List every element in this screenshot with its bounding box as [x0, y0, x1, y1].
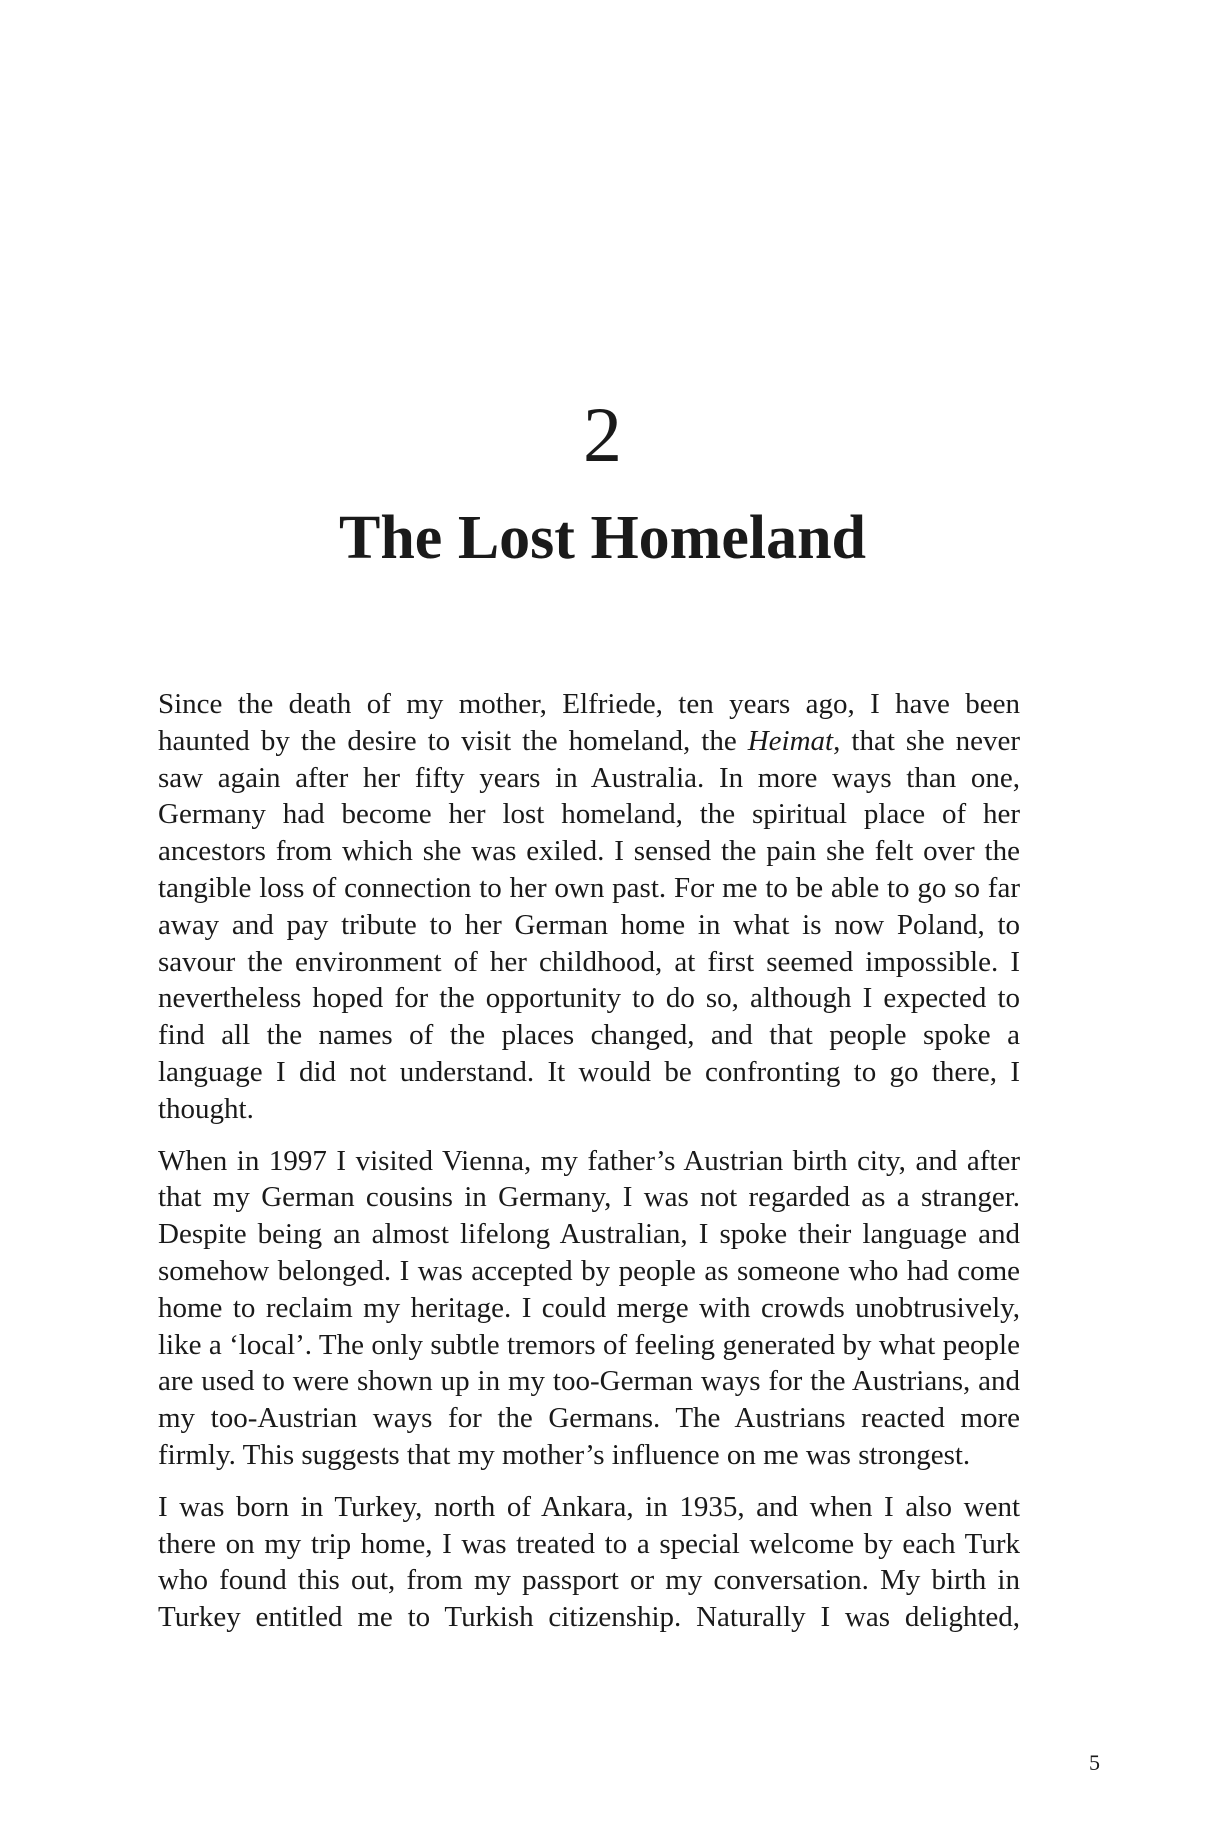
page-number: 5 — [1089, 1750, 1100, 1775]
paragraph-3: I was born in Turkey, north of Ankara, in 1935, and when I also went there on my trip home, I was treated to a special welcome by each Turk who found this out, from my passport or my conversation. My birth in Turkey entitled me to Turkish citizenship. Naturally I was delighted, — [158, 1490, 1020, 1634]
chapter-title: The Lost Homeland — [338, 504, 867, 572]
paragraph-2: When in 1997 I visited Vienna, my father’s Austrian birth city, and after that my German cousins in Germany, I was not regarded as a stranger. Despite being an almost lifelong Australian, I spoke their language and somehow belonged. I was accepted by people as someone who had come home to reclaim my heritage. I could merge with crowds unobtrusively, like a ‘local’. The only subtle tremors of feeling generated by what people are used to were shown up in my too-German ways for the Austrians, and my too-Austrian ways for the Germans. The Austrians reacted more firmly. This suggests that my mother’s influence on me was strongest. — [158, 1144, 1020, 1471]
paragraph-1-text-before: Since the death of my mother, Elfriede, ten years ago, I have been haunted by the desire to visit the homeland, the — [158, 688, 1020, 757]
chapter-body — [158, 686, 1020, 1651]
heimat-emphasis: Heimat — [747, 724, 834, 757]
paragraph-1 — [158, 686, 1020, 1128]
paragraph-1-text-after: , that she never saw again after her fifty years in Australia. In more ways than one, Germany had become her lost homeland, the spiritual place of her ancestors from which she was exiled. I sensed the pain she felt over the tangible loss of connection to her own past. For me to be able to go so far away and pay tribute to her German home in what is now Poland, to savour the environment of her childhood, at first seemed impossible. I nevertheless hoped for the opportunity to do so, although I expected to find all the names of the places changed, and that people spoke a language I did not understand. It would be confronting to go there, I thought. — [158, 724, 1020, 1125]
chapter-number: 2 — [583, 391, 622, 478]
